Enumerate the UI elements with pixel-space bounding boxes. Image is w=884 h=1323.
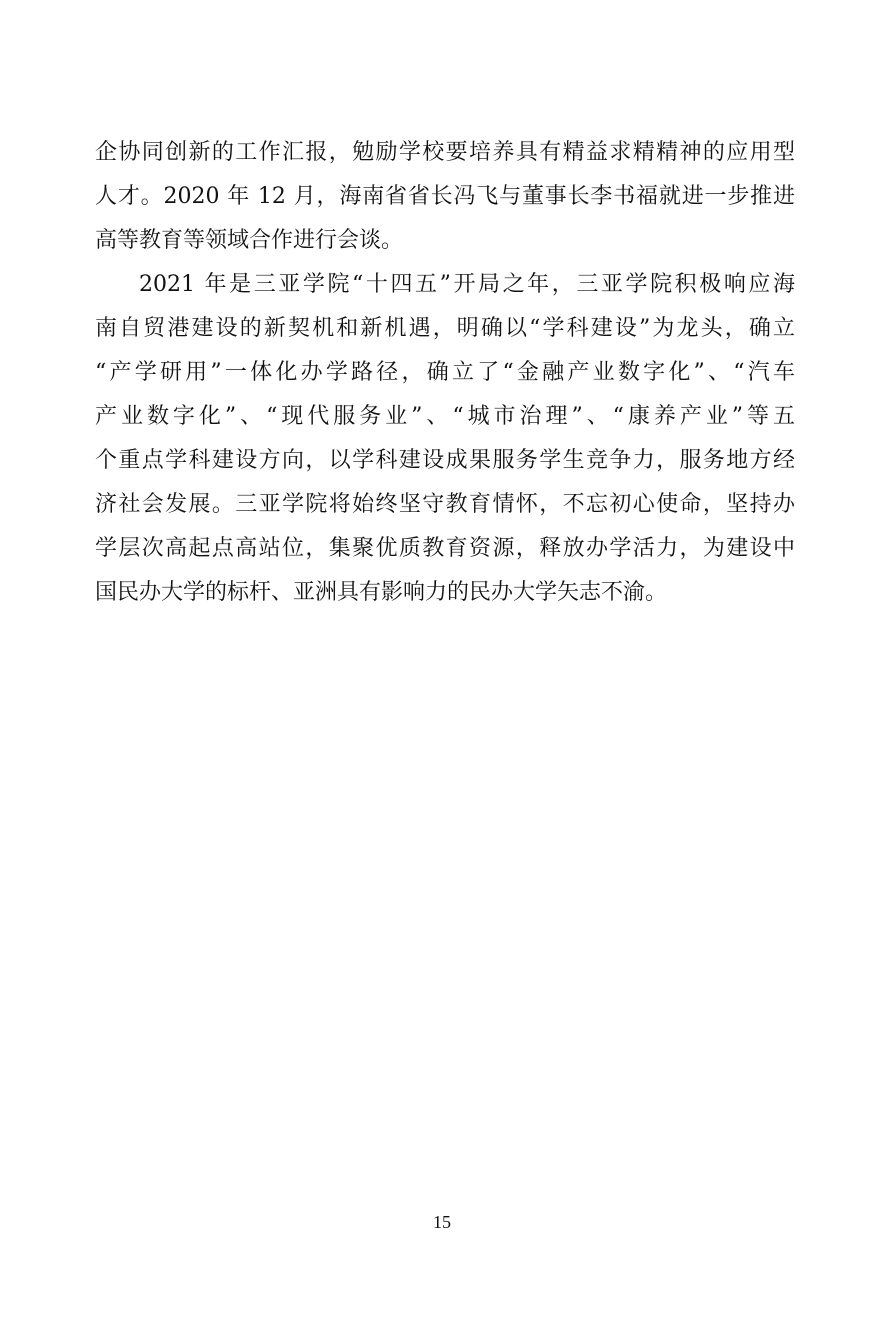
text-line: 高等教育等领域合作进行会谈。	[95, 228, 404, 253]
text-line: 学层次高起点高站位，集聚优质教育资源，释放办学活力，为建设中	[95, 536, 795, 561]
paragraph-2	[95, 263, 795, 615]
body-text	[95, 131, 795, 615]
text-line: 济社会发展。三亚学院将始终坚守教育情怀，不忘初心使命，坚持办	[95, 492, 795, 517]
text-line: 2021 年是三亚学院“十四五”开局之年，三亚学院积极响应海	[139, 272, 795, 297]
text-line: 个重点学科建设方向，以学科建设成果服务学生竞争力，服务地方经	[95, 448, 795, 473]
page-number: 15	[433, 1212, 451, 1232]
text-line: 国民办大学的标杆、亚洲具有影响力的民办大学矢志不渝。	[95, 580, 668, 605]
text-line: 人才。2020 年 12 月，海南省省长冯飞与董事长李书福就进一步推进	[95, 184, 795, 209]
paragraph-1	[95, 131, 795, 263]
text-line: 南自贸港建设的新契机和新机遇，明确以“学科建设”为龙头，确立	[95, 316, 795, 341]
text-line: 企协同创新的工作汇报，勉励学校要培养具有精益求精精神的应用型	[95, 140, 795, 165]
text-line: “产学研用”一体化办学路径，确立了“金融产业数字化”、“汽车	[95, 360, 795, 385]
text-line: 产业数字化”、“现代服务业”、“城市治理”、“康养产业”等五	[95, 404, 795, 429]
